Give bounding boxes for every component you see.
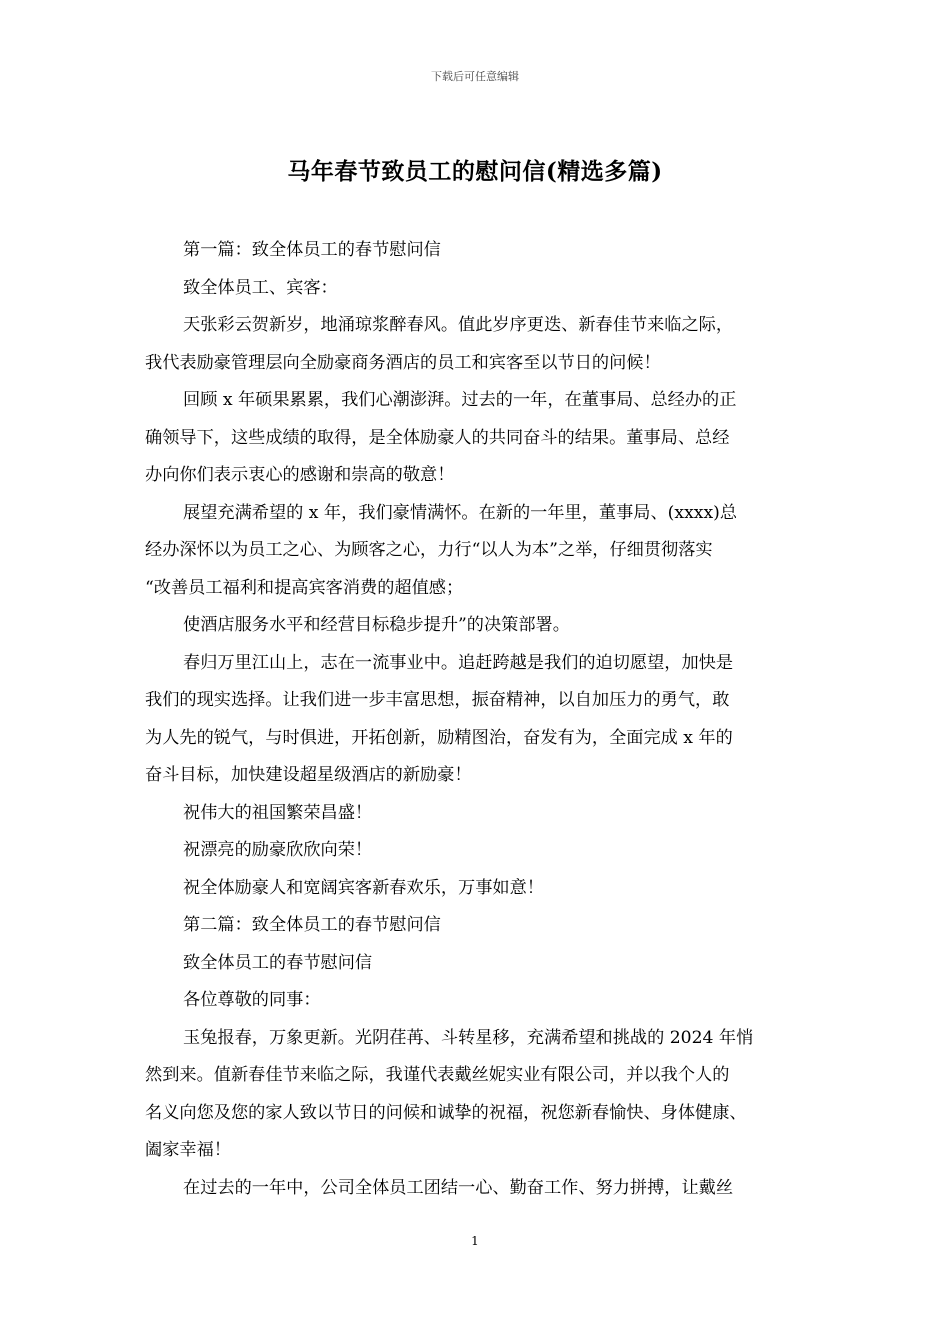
text-line: 祝漂亮的励豪欣欣向荣！ — [183, 840, 373, 860]
text-line: 办向你们表示衷心的感谢和崇高的敬意！ — [145, 465, 455, 485]
text-line: 我们的现实选择。让我们进一步丰富思想，振奋精神，以自加压力的勇气，敢 — [145, 690, 730, 710]
text-line: 致全体员工、宾客： — [183, 277, 338, 298]
text-line: 我代表励豪管理层向全励豪商务酒店的员工和宾客至以节日的问候！ — [145, 352, 661, 373]
text-line: 展望充满希望的 x 年，我们豪情满怀。在新的一年里，董事局、(xxxx)总 — [183, 502, 738, 523]
text-line: 回顾 x 年硕果累累，我们心潮澎湃。过去的一年，在董事局、总经办的正 — [183, 390, 737, 410]
text-line: 在过去的一年中，公司全体员工团结一心、勤奋工作、努力拼搏，让戴丝 — [183, 1177, 734, 1198]
text-line: “改善员工福利和提高宾客消费的超值感； — [145, 577, 464, 598]
text-line: 为人先的锐气，与时俱进，开拓创新，励精图治，奋发有为，全面完成 x 年的 — [145, 727, 733, 748]
page-number: 1 — [471, 1234, 479, 1248]
text-line: 名义向您及您的家人致以节日的问候和诚挚的祝福，祝您新春愉快、身体健康、 — [145, 1102, 747, 1123]
text-line: 各位尊敬的同事： — [183, 990, 321, 1010]
text-line: 祝伟大的祖国繁荣昌盛！ — [183, 802, 373, 823]
document-body — [145, 232, 810, 1207]
text-line: 奋斗目标，加快建设超星级酒店的新励豪！ — [145, 765, 472, 785]
document-title: 马年春节致员工的慰问信(精选多篇) — [287, 158, 663, 185]
text-line: 阖家幸福！ — [145, 1140, 231, 1160]
text-line: 天张彩云贺新岁，地涌琼浆醉春风。值此岁序更迭、新春佳节来临之际， — [183, 315, 734, 335]
text-line: 使酒店服务水平和经营目标稳步提升”的决策部署。 — [183, 615, 570, 635]
text-line: 春归万里江山上，志在一流事业中。追赶跨越是我们的迫切愿望，加快是 — [183, 652, 734, 673]
text-line: 确领导下，这些成绩的取得，是全体励豪人的共同奋斗的结果。董事局、总经 — [145, 427, 730, 448]
header-note: 下载后可任意编辑 — [431, 70, 519, 83]
text-line: 第二篇：致全体员工的春节慰问信 — [183, 915, 441, 935]
text-line: 致全体员工的春节慰问信 — [183, 952, 373, 973]
text-line: 祝全体励豪人和宽阔宾客新春欢乐，万事如意！ — [183, 877, 544, 898]
text-line: 经办深怀以为员工之心、为顾客之心，力行“以人为本”之举，仔细贯彻落实 — [145, 540, 713, 560]
text-line: 然到来。值新春佳节来临之际，我谨代表戴丝妮实业有限公司，并以我个人的 — [145, 1065, 730, 1085]
text-line: 第一篇：致全体员工的春节慰问信 — [183, 240, 441, 260]
text-line: 玉兔报春，万象更新。光阴荏苒、斗转星移，充满希望和挑战的 2024 年悄 — [183, 1027, 754, 1048]
